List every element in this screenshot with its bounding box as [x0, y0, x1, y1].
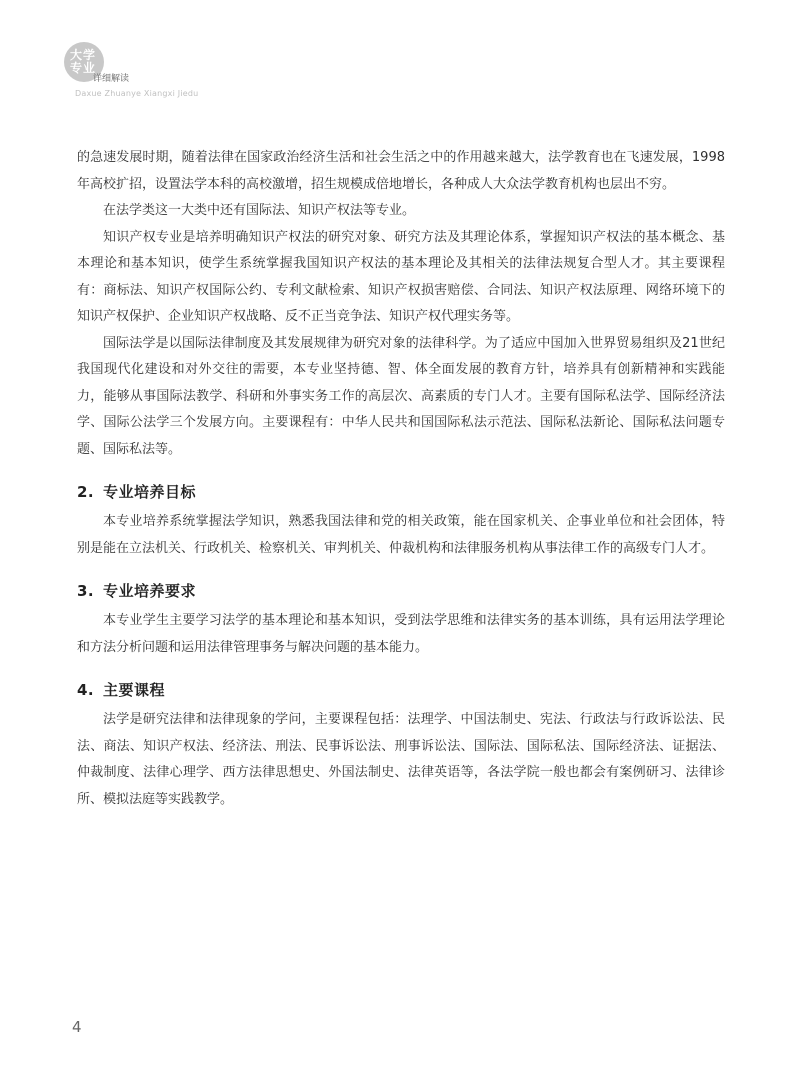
section-heading-training-goal	[77, 479, 725, 505]
section-title: 主要课程	[103, 681, 166, 699]
section-number: 3.	[77, 582, 95, 600]
section-number: 4.	[77, 681, 95, 699]
header-logo	[64, 42, 224, 104]
section-heading-training-requirements	[77, 578, 725, 604]
logo-pinyin: Daxue Zhuanye Xiangxi Jiedu	[75, 89, 199, 98]
paragraph: 法学是研究法律和法律现象的学问，主要课程包括：法理学、中国法制史、宪法、行政法与行政诉讼法、民法、商法、知识产权法、经济法、刑法、民事诉讼法、刑事诉讼法、国际法、国际私法、国际经济法、证据法、仲裁制度、法律心理学、西方法律思想史、外国法制史、法律英语等，各法学院一般也都会有案例研习、法律诊所、模拟法庭等实践教学。	[77, 712, 725, 807]
section-title: 专业培养要求	[103, 582, 197, 600]
paragraph: 的急速发展时期，随着法律在国家政治经济生活和社会生活之中的作用越来越大，法学教育也在飞速发展，1998年高校扩招，设置法学本科的高校激增，招生规模成倍地增长，各种成人大众法学教育机构也层出不穷。	[77, 150, 725, 192]
page-number: 4	[72, 1018, 82, 1036]
paragraph: 本专业学生主要学习法学的基本理论和基本知识，受到法学思维和法律实务的基本训练，具有运用法学理论和方法分析问题和运用法律管理事务与解决问题的基本能力。	[77, 613, 725, 655]
section-heading-main-courses	[77, 677, 725, 703]
logo-main-text: 大学专业	[70, 48, 97, 75]
paragraph: 本专业培养系统掌握法学知识，熟悉我国法律和党的相关政策，能在国家机关、企事业单位和社会团体，特别是能在立法机关、行政机关、检察机关、审判机关、仲裁机构和法律服务机构从事法律工作的高级专门人才。	[77, 514, 725, 556]
section-number: 2.	[77, 483, 95, 501]
paragraph: 在法学类这一大类中还有国际法、知识产权法等专业。	[103, 203, 416, 218]
section-title: 专业培养目标	[103, 483, 197, 501]
paragraph: 国际法学是以国际法律制度及其发展规律为研究对象的法律科学。为了适应中国加入世界贸易组织及21世纪我国现代化建设和对外交往的需要，本专业坚持德、智、体全面发展的教育方针，培养具有创新精神和实践能力，能够从事国际法教学、科研和外事实务工作的高层次、高素质的专门人才。主要有国际私法学、国际经济法学、国际公法学三个发展方向。主要课程有：中华人民共和国国际私法示范法、国际私法新论、国际私法问题专题、国际私法等。	[77, 335, 725, 457]
paragraph: 知识产权专业是培养明确知识产权法的研究对象、研究方法及其理论体系，掌握知识产权法的基本概念、基本理论和基本知识，使学生系统掌握我国知识产权法的基本理论及其相关的法律法规复合型人才。其主要课程有：商标法、知识产权国际公约、专利文献检索、知识产权损害赔偿、合同法、知识产权法原理、网络环境下的知识产权保护、企业知识产权战略、反不正当竞争法、知识产权代理实务等。	[77, 229, 725, 324]
logo-subtitle: 详细解读	[93, 74, 130, 84]
page-content	[77, 145, 725, 813]
